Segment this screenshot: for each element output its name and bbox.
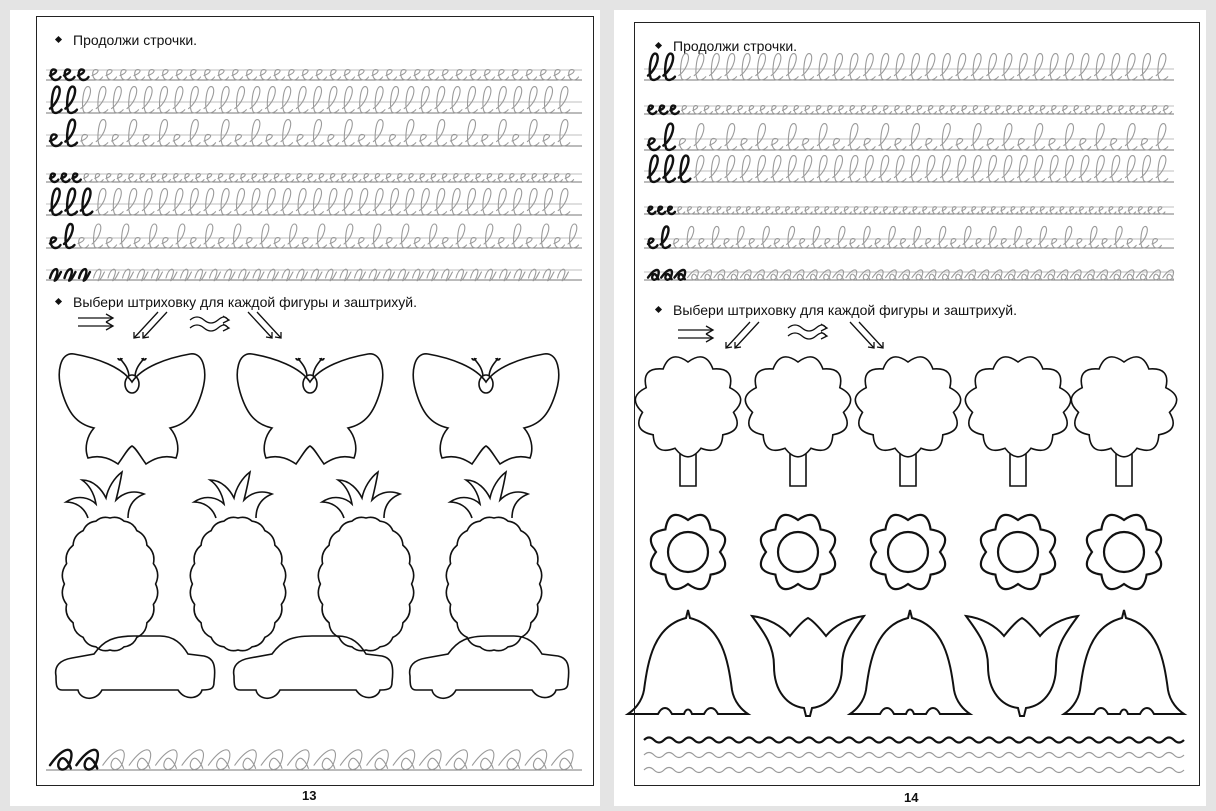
hatch-horizontal-arrows-icon	[678, 326, 713, 342]
trace-letters	[96, 189, 570, 215]
instruction-shade-figures	[56, 294, 417, 310]
tree-outline	[965, 357, 1070, 486]
sample-letters	[50, 224, 75, 248]
bell-flower-outline	[628, 610, 748, 714]
sample-letters	[50, 750, 98, 770]
hatch-diagonal-right-arrows-icon	[850, 322, 883, 348]
instruction-text: Продолжи строчки.	[73, 32, 198, 48]
pineapple-outline	[446, 472, 541, 651]
trace-letters	[673, 226, 1161, 248]
handwriting-practice-lines	[644, 54, 1174, 280]
figures-to-shade	[628, 357, 1184, 716]
sample-letters	[648, 207, 675, 214]
sample-letters	[648, 270, 685, 280]
flower-outline	[871, 515, 945, 589]
wave-line	[644, 753, 1184, 758]
hatch-diagonal-left-arrows-icon	[726, 322, 759, 348]
instruction-shade-figures	[656, 302, 1017, 318]
wave-line	[644, 738, 1184, 743]
hatch-wave-arrows-icon	[788, 324, 827, 339]
hatching-samples	[78, 312, 281, 338]
trace-letters	[84, 174, 574, 182]
butterfly-outline	[59, 354, 204, 464]
car-outline	[410, 636, 569, 698]
trace-letters	[78, 224, 579, 248]
trace-letters	[679, 124, 1168, 150]
tree-outline	[635, 357, 740, 486]
sample-letters	[648, 106, 679, 114]
pineapple-outline	[318, 472, 413, 651]
instruction-text: Выбери штриховку для каждой фигуры и заштрихуй.	[73, 294, 417, 310]
hatch-diagonal-left-arrows-icon	[134, 312, 167, 338]
hatch-horizontal-arrows-icon	[78, 314, 113, 330]
figures-to-shade	[56, 354, 569, 698]
sample-letters	[648, 226, 670, 248]
worksheet-page-left	[10, 10, 600, 806]
instruction-text: Продолжи строчки.	[673, 38, 798, 54]
sample-letters	[50, 269, 90, 281]
instruction-text: Выбери штриховку для каждой фигуры и заштрихуй.	[673, 302, 1017, 318]
bullet-icon	[55, 298, 62, 305]
flower-outline	[981, 515, 1055, 589]
sample-letters	[648, 54, 675, 80]
hatch-diagonal-right-arrows-icon	[248, 312, 281, 338]
bullet-icon	[655, 306, 662, 313]
flower-outline	[1087, 515, 1161, 589]
butterfly-outline	[237, 354, 382, 464]
trace-letters	[81, 120, 570, 146]
wave-practice-lines	[644, 738, 1184, 773]
page-number: 13	[302, 788, 317, 803]
sample-letters	[648, 124, 675, 150]
trace-letters	[688, 270, 1174, 280]
hatching-samples	[678, 322, 883, 348]
sample-letters	[50, 174, 81, 182]
pineapple-outline	[62, 472, 157, 651]
left-worksheet-drawing	[10, 10, 600, 806]
tulip-outline	[752, 616, 864, 716]
trace-letters	[103, 750, 573, 770]
trace-letters	[677, 207, 1165, 214]
trace-letters	[679, 54, 1168, 80]
sample-letters	[648, 156, 690, 182]
sample-letters	[50, 189, 92, 215]
bell-flower-outline	[850, 610, 970, 714]
butterfly-outline	[413, 354, 558, 464]
trace-letters	[694, 156, 1168, 182]
sample-letters	[50, 120, 77, 146]
tree-outline	[1071, 357, 1176, 486]
trace-letters	[94, 269, 569, 281]
trace-letters	[682, 106, 1172, 114]
worksheet-page-right	[614, 10, 1206, 806]
tree-outline	[745, 357, 850, 486]
tulip-outline	[966, 616, 1078, 716]
hatch-wave-arrows-icon	[190, 316, 229, 331]
flower-outline	[761, 515, 835, 589]
page-number: 14	[904, 790, 919, 805]
pineapple-outline	[190, 472, 285, 651]
loop-practice-line	[46, 750, 582, 770]
trace-letters	[92, 70, 579, 81]
tree-outline	[855, 357, 960, 486]
trace-letters	[81, 87, 570, 113]
wave-line	[644, 768, 1184, 773]
flower-outline	[651, 515, 725, 589]
sample-letters	[50, 87, 77, 113]
right-worksheet-drawing	[614, 10, 1206, 806]
car-outline	[56, 636, 215, 698]
handwriting-practice-lines	[46, 70, 582, 281]
bell-flower-outline	[1064, 610, 1184, 714]
sample-letters	[50, 70, 89, 81]
